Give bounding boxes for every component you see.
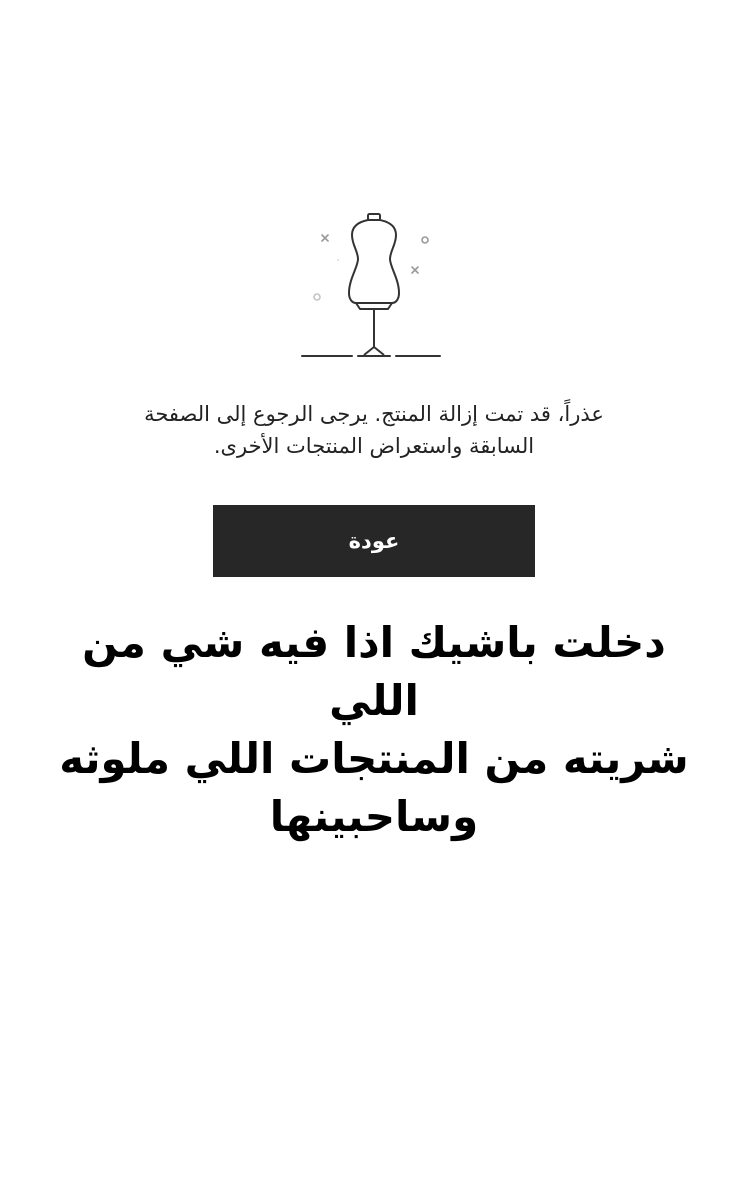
caption-line-3: وساحبينها (269, 792, 479, 841)
dress-form-mannequin-icon (294, 205, 454, 365)
caption-line-1: دخلت باشيك اذا فيه شي من اللي (82, 618, 666, 725)
removed-product-message (74, 398, 674, 462)
message-line-1: عذراً، قد تمت إزالة المنتج. يرجى الرجوع إلى الصفحة (144, 402, 604, 426)
back-button-label: عودة (348, 529, 400, 553)
overlay-caption-text (40, 614, 708, 846)
back-button[interactable] (213, 505, 535, 577)
caption-line-2: شريته من المنتجات اللي ملوثه (59, 734, 689, 783)
message-line-2: السابقة واستعراض المنتجات الأخرى. (213, 434, 535, 458)
